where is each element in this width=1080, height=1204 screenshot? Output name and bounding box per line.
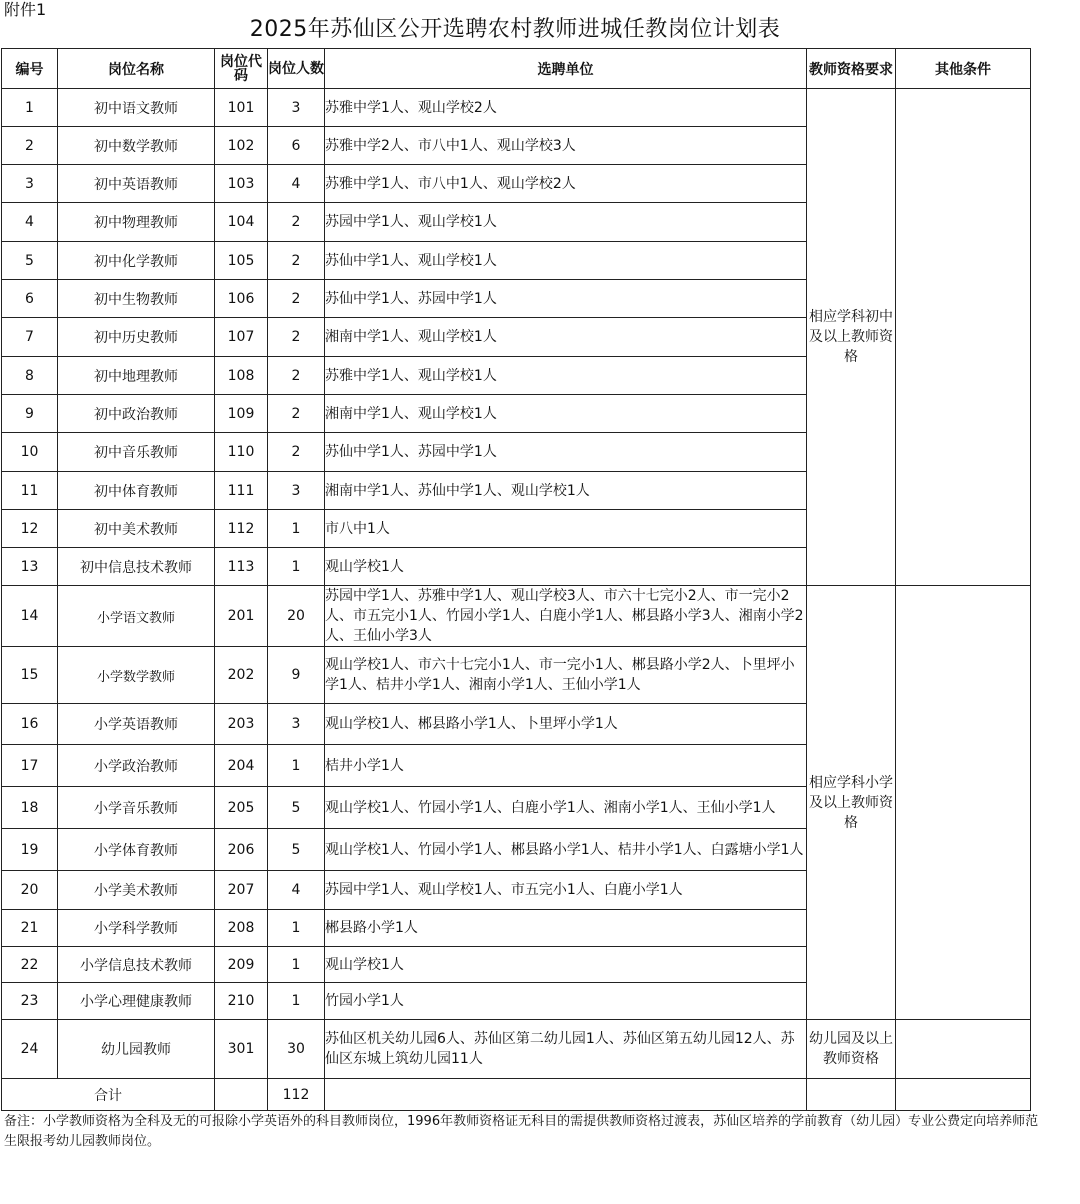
row-code: 107: [215, 318, 268, 357]
row-no: 15: [2, 647, 58, 704]
row-count: 30: [268, 1020, 325, 1079]
row-count: 1: [268, 548, 325, 586]
row-code: 102: [215, 127, 268, 165]
row-no: 24: [2, 1020, 58, 1079]
header-other: 其他条件: [896, 49, 1031, 89]
row-code: 207: [215, 871, 268, 910]
header-row: [2, 49, 1031, 89]
row-no: 10: [2, 433, 58, 472]
table-row: [2, 1020, 1031, 1079]
row-no: 2: [2, 127, 58, 165]
row-code: 105: [215, 242, 268, 280]
row-code: 113: [215, 548, 268, 586]
footnote: 备注：小学教师资格为全科及无的可报除小学英语外的科目教师岗位，1996年教师资格证无科目的需提供教师资格过渡表，苏仙区培养的学前教育（幼儿园）专业公费定向培养师范生限报考幼儿园教师岗位。: [4, 1114, 1039, 1149]
total-qualification-cell: [807, 1079, 896, 1111]
row-count: 1: [268, 910, 325, 947]
row-count: 1: [268, 983, 325, 1020]
row-no: 14: [2, 586, 58, 647]
row-units: 观山学校1人、竹园小学1人、白鹿小学1人、湘南小学1人、王仙小学1人: [325, 787, 807, 829]
row-post-name: 初中英语教师: [58, 165, 215, 203]
row-code: 204: [215, 745, 268, 787]
row-code: 103: [215, 165, 268, 203]
row-post-name: 小学政治教师: [58, 745, 215, 787]
header-count: 岗位人数: [268, 49, 325, 89]
row-units: 桔井小学1人: [325, 745, 807, 787]
row-post-name: 初中地理教师: [58, 357, 215, 395]
header-code: 岗位代码: [215, 49, 268, 89]
qualification-middle: 相应学科初中及以上教师资格: [807, 89, 896, 586]
row-units: 观山学校1人: [325, 548, 807, 586]
row-count: 2: [268, 242, 325, 280]
row-no: 9: [2, 395, 58, 433]
row-code: 208: [215, 910, 268, 947]
row-count: 3: [268, 704, 325, 745]
qualification-kindergarten: 幼儿园及以上教师资格: [807, 1020, 896, 1079]
row-code: 202: [215, 647, 268, 704]
row-count: 2: [268, 280, 325, 318]
row-count: 4: [268, 871, 325, 910]
row-count: 1: [268, 510, 325, 548]
row-post-name: 初中历史教师: [58, 318, 215, 357]
header-post-name: 岗位名称: [58, 49, 215, 89]
row-no: 3: [2, 165, 58, 203]
table-row: [2, 586, 1031, 647]
row-units: 湘南中学1人、观山学校1人: [325, 318, 807, 357]
row-no: 8: [2, 357, 58, 395]
other-conditions-middle: [896, 89, 1031, 586]
row-post-name: 小学美术教师: [58, 871, 215, 910]
row-count: 2: [268, 395, 325, 433]
header-units: 选聘单位: [325, 49, 807, 89]
row-count: 2: [268, 357, 325, 395]
row-no: 1: [2, 89, 58, 127]
row-code: 108: [215, 357, 268, 395]
row-code: 111: [215, 472, 268, 510]
total-code-cell: [215, 1079, 268, 1111]
total-row: [2, 1079, 1031, 1111]
row-units: 竹园小学1人: [325, 983, 807, 1020]
row-units: 苏仙中学1人、苏园中学1人: [325, 433, 807, 472]
table-row: [2, 89, 1031, 127]
row-post-name: 小学信息技术教师: [58, 947, 215, 983]
row-code: 112: [215, 510, 268, 548]
row-units: 观山学校1人、市六十七完小1人、市一完小1人、郴县路小学2人、卜里坪小学1人、桔井小学1人、湘南小学1人、王仙小学1人: [325, 647, 807, 704]
row-no: 7: [2, 318, 58, 357]
row-count: 9: [268, 647, 325, 704]
row-post-name: 初中物理教师: [58, 203, 215, 242]
row-no: 4: [2, 203, 58, 242]
row-units: 苏园中学1人、观山学校1人、市五完小1人、白鹿小学1人: [325, 871, 807, 910]
page-title: 2025年苏仙区公开选聘农村教师进城任教岗位计划表: [249, 17, 781, 42]
row-units: 观山学校1人、竹园小学1人、郴县路小学1人、桔井小学1人、白露塘小学1人: [325, 829, 807, 871]
row-count: 6: [268, 127, 325, 165]
row-code: 106: [215, 280, 268, 318]
row-no: 17: [2, 745, 58, 787]
row-post-name: 小学数学教师: [58, 647, 215, 704]
row-post-name: 小学英语教师: [58, 704, 215, 745]
row-count: 4: [268, 165, 325, 203]
attachment-label: 附件1: [4, 0, 47, 19]
row-count: 3: [268, 472, 325, 510]
row-units: 苏仙中学1人、观山学校1人: [325, 242, 807, 280]
row-no: 20: [2, 871, 58, 910]
row-no: 19: [2, 829, 58, 871]
row-units: 苏园中学1人、苏雅中学1人、观山学校3人、市六十七完小2人、市一完小2人、市五完小1人、竹园小学1人、白鹿小学1人、郴县路小学3人、湘南小学2人、王仙小学3人: [325, 586, 807, 647]
total-count: 112: [268, 1079, 325, 1111]
row-code: 205: [215, 787, 268, 829]
row-units: 苏雅中学1人、市八中1人、观山学校2人: [325, 165, 807, 203]
row-post-name: 小学体育教师: [58, 829, 215, 871]
row-units: 苏园中学1人、观山学校1人: [325, 203, 807, 242]
row-no: 22: [2, 947, 58, 983]
row-count: 2: [268, 433, 325, 472]
row-count: 3: [268, 89, 325, 127]
total-other-cell: [896, 1079, 1031, 1111]
other-conditions-kindergarten: [896, 1020, 1031, 1079]
row-code: 201: [215, 586, 268, 647]
row-no: 16: [2, 704, 58, 745]
row-count: 1: [268, 947, 325, 983]
row-post-name: 初中音乐教师: [58, 433, 215, 472]
row-count: 2: [268, 318, 325, 357]
row-no: 23: [2, 983, 58, 1020]
row-post-name: 小学音乐教师: [58, 787, 215, 829]
row-units: 苏雅中学1人、观山学校2人: [325, 89, 807, 127]
row-post-name: 初中数学教师: [58, 127, 215, 165]
row-no: 12: [2, 510, 58, 548]
row-units: 湘南中学1人、苏仙中学1人、观山学校1人: [325, 472, 807, 510]
row-count: 5: [268, 787, 325, 829]
row-post-name: 初中政治教师: [58, 395, 215, 433]
total-label: 合计: [2, 1079, 215, 1111]
total-units-cell: [325, 1079, 807, 1111]
row-no: 6: [2, 280, 58, 318]
row-post-name: 小学语文教师: [58, 586, 215, 647]
row-count: 2: [268, 203, 325, 242]
row-code: 203: [215, 704, 268, 745]
row-units: 苏雅中学1人、观山学校1人: [325, 357, 807, 395]
row-units: 苏仙中学1人、苏园中学1人: [325, 280, 807, 318]
row-no: 11: [2, 472, 58, 510]
row-post-name: 初中生物教师: [58, 280, 215, 318]
row-post-name: 小学心理健康教师: [58, 983, 215, 1020]
row-count: 20: [268, 586, 325, 647]
row-count: 1: [268, 745, 325, 787]
row-code: 210: [215, 983, 268, 1020]
row-units: 苏仙区机关幼儿园6人、苏仙区第二幼儿园1人、苏仙区第五幼儿园12人、苏仙区东城上筑幼儿园11人: [325, 1020, 807, 1079]
other-conditions-primary: [896, 586, 1031, 1020]
row-post-name: 初中信息技术教师: [58, 548, 215, 586]
row-units: 郴县路小学1人: [325, 910, 807, 947]
row-code: 104: [215, 203, 268, 242]
row-units: 市八中1人: [325, 510, 807, 548]
row-post-name: 初中语文教师: [58, 89, 215, 127]
row-no: 5: [2, 242, 58, 280]
row-units: 湘南中学1人、观山学校1人: [325, 395, 807, 433]
row-code: 206: [215, 829, 268, 871]
row-post-name: 初中化学教师: [58, 242, 215, 280]
row-units: 苏雅中学2人、市八中1人、观山学校3人: [325, 127, 807, 165]
row-post-name: 幼儿园教师: [58, 1020, 215, 1079]
row-code: 110: [215, 433, 268, 472]
row-post-name: 初中美术教师: [58, 510, 215, 548]
qualification-primary: 相应学科小学及以上教师资格: [807, 586, 896, 1020]
header-qualification: 教师资格要求: [807, 49, 896, 89]
row-units: 观山学校1人: [325, 947, 807, 983]
row-code: 301: [215, 1020, 268, 1079]
row-code: 209: [215, 947, 268, 983]
row-code: 101: [215, 89, 268, 127]
row-no: 18: [2, 787, 58, 829]
row-post-name: 初中体育教师: [58, 472, 215, 510]
row-no: 13: [2, 548, 58, 586]
row-no: 21: [2, 910, 58, 947]
row-count: 5: [268, 829, 325, 871]
row-post-name: 小学科学教师: [58, 910, 215, 947]
recruitment-plan-table: [1, 48, 1031, 1111]
row-units: 观山学校1人、郴县路小学1人、卜里坪小学1人: [325, 704, 807, 745]
row-code: 109: [215, 395, 268, 433]
header-no: 编号: [2, 49, 58, 89]
